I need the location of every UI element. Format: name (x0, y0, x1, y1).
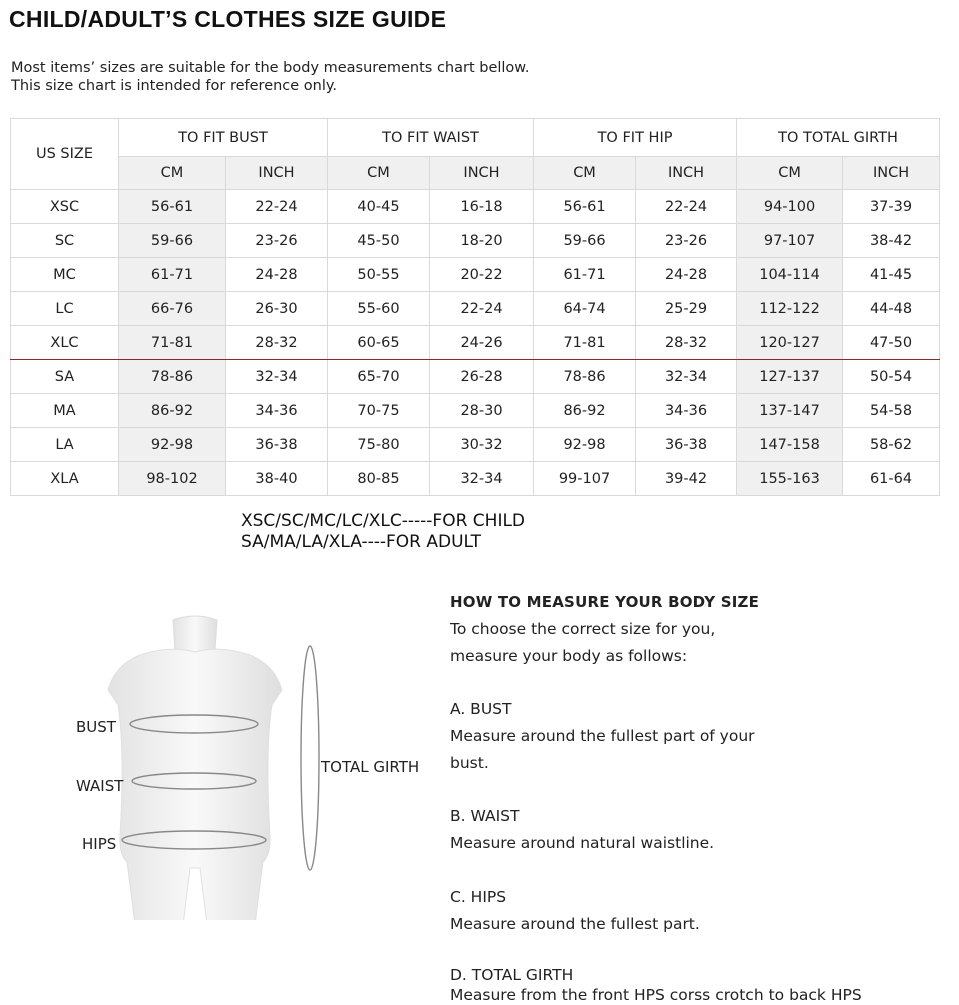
waist-title: B. WAIST (450, 807, 520, 825)
table-cell: 50-55 (328, 258, 430, 292)
page-title: CHILD/ADULT’S CLOTHES SIZE GUIDE (9, 6, 447, 32)
unit-header: CM (119, 157, 226, 190)
header-row-units (11, 157, 940, 190)
table-cell: 28-30 (430, 394, 534, 428)
table-cell: 65-70 (328, 360, 430, 394)
table-row (11, 428, 940, 462)
table-cell: 32-34 (226, 360, 328, 394)
bust-label: BUST (76, 718, 116, 736)
table-cell: 28-32 (636, 326, 737, 360)
table-cell: 80-85 (328, 462, 430, 496)
table-cell: 26-28 (430, 360, 534, 394)
table-cell: 32-34 (430, 462, 534, 496)
hips-label: HIPS (82, 835, 117, 853)
table-cell: 23-26 (226, 224, 328, 258)
table-cell: 94-100 (737, 190, 843, 224)
unit-header: INCH (636, 157, 737, 190)
table-cell: 34-36 (636, 394, 737, 428)
table-cell: 38-40 (226, 462, 328, 496)
intro-line-2: This size chart is intended for reference only. (11, 78, 338, 94)
size-cell: LA (11, 428, 119, 462)
howto-intro-2: measure your body as follows: (450, 647, 688, 665)
us-size-header: US SIZE (11, 119, 119, 190)
table-cell: 59-66 (534, 224, 636, 258)
table-cell: 37-39 (843, 190, 940, 224)
table-cell: 24-26 (430, 326, 534, 360)
table-cell: 60-65 (328, 326, 430, 360)
group-header-waist: TO FIT WAIST (328, 119, 534, 157)
table-cell: 86-92 (119, 394, 226, 428)
table-cell: 104-114 (737, 258, 843, 292)
table-row (11, 224, 940, 258)
table-row (11, 360, 940, 394)
table-cell: 24-28 (636, 258, 737, 292)
howto-intro-1: To choose the correct size for you, (450, 620, 716, 638)
unit-header: CM (534, 157, 636, 190)
table-cell: 20-22 (430, 258, 534, 292)
girth-title: D. TOTAL GIRTH (450, 966, 574, 984)
table-cell: 75-80 (328, 428, 430, 462)
intro-line-1: Most items’ sizes are suitable for the body measurements chart bellow. (11, 60, 530, 76)
table-row (11, 292, 940, 326)
unit-header: INCH (430, 157, 534, 190)
table-cell: 22-24 (430, 292, 534, 326)
table-cell: 127-137 (737, 360, 843, 394)
table-cell: 155-163 (737, 462, 843, 496)
table-cell: 61-71 (119, 258, 226, 292)
table-cell: 22-24 (226, 190, 328, 224)
bust-text-1: Measure around the fullest part of your (450, 727, 755, 745)
table-cell: 56-61 (119, 190, 226, 224)
table-cell: 92-98 (534, 428, 636, 462)
table-row (11, 258, 940, 292)
table-cell: 99-107 (534, 462, 636, 496)
table-cell: 50-54 (843, 360, 940, 394)
howto-heading: HOW TO MEASURE YOUR BODY SIZE (450, 593, 760, 611)
unit-header: INCH (226, 157, 328, 190)
girth-text: Measure from the front HPS corss crotch to back HPS (450, 986, 862, 1004)
table-cell: 26-30 (226, 292, 328, 326)
table-row (11, 394, 940, 428)
table-cell: 137-147 (737, 394, 843, 428)
table-cell: 54-58 (843, 394, 940, 428)
header-row-groups (11, 119, 940, 157)
hips-text: Measure around the fullest part. (450, 915, 700, 933)
table-cell: 61-64 (843, 462, 940, 496)
table-row (11, 462, 940, 496)
table-cell: 23-26 (636, 224, 737, 258)
size-cell: XLA (11, 462, 119, 496)
table-cell: 39-42 (636, 462, 737, 496)
unit-header: CM (737, 157, 843, 190)
table-cell: 16-18 (430, 190, 534, 224)
size-cell: XLC (11, 326, 119, 360)
mannequin-figure (60, 600, 450, 920)
table-cell: 66-76 (119, 292, 226, 326)
table-cell: 64-74 (534, 292, 636, 326)
total-girth-label: TOTAL GIRTH (321, 758, 420, 776)
size-cell: MC (11, 258, 119, 292)
table-cell: 61-71 (534, 258, 636, 292)
unit-header: CM (328, 157, 430, 190)
table-cell: 147-158 (737, 428, 843, 462)
legend-child: XSC/SC/MC/LC/XLC-----FOR CHILD (241, 511, 526, 531)
table-cell: 55-60 (328, 292, 430, 326)
size-cell: LC (11, 292, 119, 326)
total-girth-line (301, 646, 319, 870)
table-cell: 47-50 (843, 326, 940, 360)
table-cell: 41-45 (843, 258, 940, 292)
size-legend (241, 511, 525, 553)
table-cell: 36-38 (636, 428, 737, 462)
table-cell: 58-62 (843, 428, 940, 462)
table-cell: 92-98 (119, 428, 226, 462)
waist-label: WAIST (76, 777, 124, 795)
table-cell: 40-45 (328, 190, 430, 224)
table-cell: 24-28 (226, 258, 328, 292)
table-cell: 44-48 (843, 292, 940, 326)
table-cell: 78-86 (119, 360, 226, 394)
table-cell: 59-66 (119, 224, 226, 258)
table-cell: 22-24 (636, 190, 737, 224)
table-cell: 18-20 (430, 224, 534, 258)
hips-title: C. HIPS (450, 888, 507, 906)
table-cell: 34-36 (226, 394, 328, 428)
waist-text: Measure around natural waistline. (450, 834, 715, 852)
group-header-bust: TO FIT BUST (119, 119, 328, 157)
size-chart-table (10, 118, 940, 496)
table-cell: 56-61 (534, 190, 636, 224)
table-cell: 45-50 (328, 224, 430, 258)
table-cell: 32-34 (636, 360, 737, 394)
bust-text-2: bust. (450, 754, 489, 772)
table-row (11, 190, 940, 224)
table-cell: 28-32 (226, 326, 328, 360)
table-cell: 36-38 (226, 428, 328, 462)
size-cell: SC (11, 224, 119, 258)
size-cell: XSC (11, 190, 119, 224)
table-cell: 112-122 (737, 292, 843, 326)
table-cell: 30-32 (430, 428, 534, 462)
table-cell: 71-81 (119, 326, 226, 360)
size-cell: SA (11, 360, 119, 394)
table-cell: 86-92 (534, 394, 636, 428)
unit-header: INCH (843, 157, 940, 190)
group-header-hip: TO FIT HIP (534, 119, 737, 157)
how-to-measure (450, 589, 930, 1005)
table-cell: 97-107 (737, 224, 843, 258)
legend-adult: SA/MA/LA/XLA----FOR ADULT (241, 532, 482, 552)
table-cell: 70-75 (328, 394, 430, 428)
size-cell: MA (11, 394, 119, 428)
table-row (11, 326, 940, 360)
table-cell: 78-86 (534, 360, 636, 394)
table-cell: 25-29 (636, 292, 737, 326)
bust-title: A. BUST (450, 700, 512, 718)
table-cell: 38-42 (843, 224, 940, 258)
table-cell: 120-127 (737, 326, 843, 360)
intro-text (11, 59, 529, 95)
group-header-girth: TO TOTAL GIRTH (737, 119, 940, 157)
table-cell: 71-81 (534, 326, 636, 360)
table-cell: 98-102 (119, 462, 226, 496)
